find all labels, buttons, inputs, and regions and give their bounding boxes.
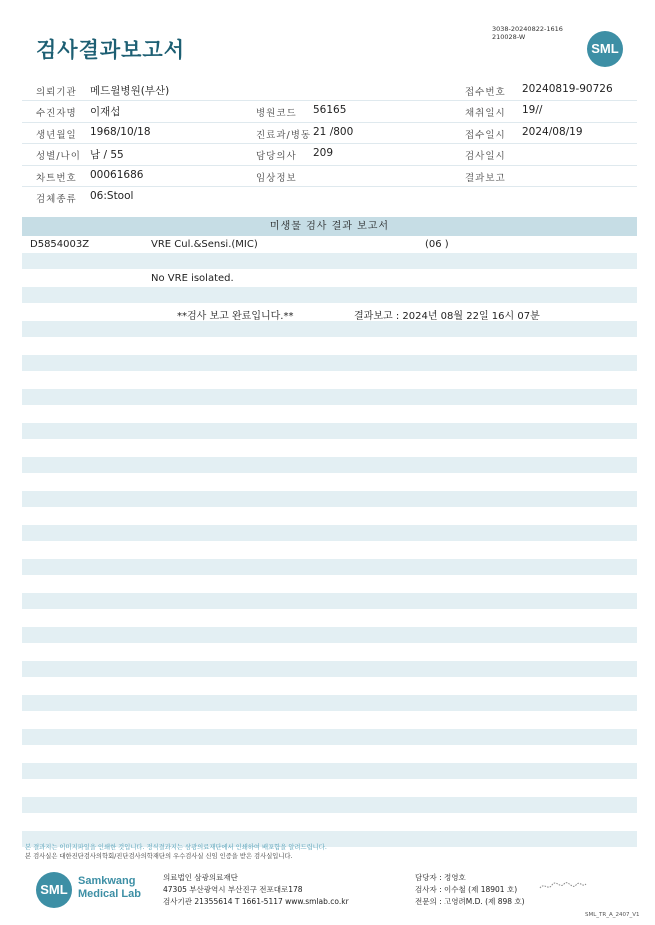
info-label: 접수일시 xyxy=(465,129,506,141)
staff-specialist: 전문의 : 고영려M.D. (제 898 호) xyxy=(415,897,525,906)
info-label: 생년월일 xyxy=(36,129,77,141)
report-time: 결과보고 : 2024년 08월 22일 16시 07분 xyxy=(354,311,540,322)
info-value: 이재섭 xyxy=(90,106,121,119)
stripe xyxy=(22,423,637,439)
stripe xyxy=(22,321,637,337)
footer-staff-block xyxy=(415,872,525,908)
stripe xyxy=(22,695,637,711)
specimen-id: D5854003Z xyxy=(30,239,90,250)
form-code: SML_TR_A_2407_V1 xyxy=(585,912,640,918)
info-label: 담당의사 xyxy=(256,151,297,163)
info-label: 검사일시 xyxy=(465,151,506,163)
test-code: (06 ) xyxy=(425,239,449,250)
info-label: 채취일시 xyxy=(465,108,506,120)
info-label: 성별/나이 xyxy=(36,151,81,163)
info-row xyxy=(22,123,637,144)
document-code-line1: 3038-20240822-1616 xyxy=(492,25,563,33)
info-value: 남 / 55 xyxy=(90,149,124,162)
footer-address: 47305 부산광역시 부산진구 전포대로178 xyxy=(163,885,303,894)
stripe xyxy=(22,491,637,507)
staff-tester: 검사자 : 이수철 (제 18901 호) xyxy=(415,885,518,894)
info-label: 임상정보 xyxy=(256,172,297,184)
report-complete-message: **검사 보고 완료입니다.** xyxy=(177,311,294,322)
stripe xyxy=(22,355,637,371)
info-label: 병원코드 xyxy=(256,108,297,120)
info-row xyxy=(22,144,637,165)
patient-info-table xyxy=(22,80,637,207)
staff-manager: 담당자 : 정영호 xyxy=(415,873,466,882)
info-row xyxy=(22,80,637,101)
stripe xyxy=(22,797,637,813)
signature-image xyxy=(538,880,588,892)
stripe xyxy=(22,729,637,745)
stripe xyxy=(22,661,637,677)
info-value: 20240819-90726 xyxy=(522,83,613,95)
info-value: 21 /800 xyxy=(313,125,354,138)
footer-logo: SML xyxy=(36,872,72,908)
info-value: 2024/08/19 xyxy=(522,125,583,138)
document-code-line2: 210028-W xyxy=(492,33,526,41)
footer-brand xyxy=(78,875,141,901)
footer-brand-line2: Medical Lab xyxy=(78,888,141,900)
stripe xyxy=(22,593,637,609)
image-print-notice: 본 결과지는 이미지파일을 인쇄한 것입니다. 정식결과지는 삼광의료재단에서 인쇄하여 배포함을 알려드립니다. xyxy=(25,844,327,851)
stripe xyxy=(22,389,637,405)
info-label: 검체종류 xyxy=(36,193,77,205)
stripe xyxy=(22,525,637,541)
info-row xyxy=(22,187,637,207)
document-code xyxy=(492,25,563,41)
section-header: 미생물 검사 결과 보고서 xyxy=(22,217,637,236)
document-title: 검사결과보고서 xyxy=(36,38,186,62)
info-label: 의뢰기관 xyxy=(36,87,77,98)
footer-address-block xyxy=(163,872,349,908)
stripe xyxy=(22,763,637,779)
test-name: VRE Cul.&Sensi.(MIC) xyxy=(151,239,258,250)
stripe xyxy=(22,627,637,643)
info-label: 결과보고 xyxy=(465,172,506,184)
info-row xyxy=(22,166,637,187)
info-value: 메드윌병원(부산) xyxy=(90,85,170,97)
info-row xyxy=(22,101,637,122)
stripe xyxy=(22,559,637,575)
info-value: 00061686 xyxy=(90,168,144,181)
result-finding: No VRE isolated. xyxy=(151,273,234,284)
info-value: 56165 xyxy=(313,104,347,117)
stripe xyxy=(22,287,637,303)
footer-brand-line1: Samkwang xyxy=(78,875,136,887)
footer-org: 의료법인 삼광의료재단 xyxy=(163,873,238,882)
info-value: 1968/10/18 xyxy=(90,125,151,138)
info-label: 진료과/병동 xyxy=(256,129,312,141)
info-value: 209 xyxy=(313,147,334,160)
accreditation-notice: 본 검사실은 대한진단검사의학회/진단검사의학재단의 우수검사실 신임 인증을 받은 검사실입니다. xyxy=(25,853,293,860)
stripe xyxy=(22,457,637,473)
sml-logo: SML xyxy=(587,31,623,67)
info-label: 접수번호 xyxy=(465,87,506,98)
info-label: 차트번호 xyxy=(36,172,77,184)
info-value: 06:Stool xyxy=(90,189,134,202)
stripe xyxy=(22,253,637,269)
info-value: 19// xyxy=(522,104,543,117)
info-label: 수진자명 xyxy=(36,108,77,120)
footer-contact: 검사기관 21355614 T 1661-5117 www.smlab.co.kr xyxy=(163,897,349,906)
